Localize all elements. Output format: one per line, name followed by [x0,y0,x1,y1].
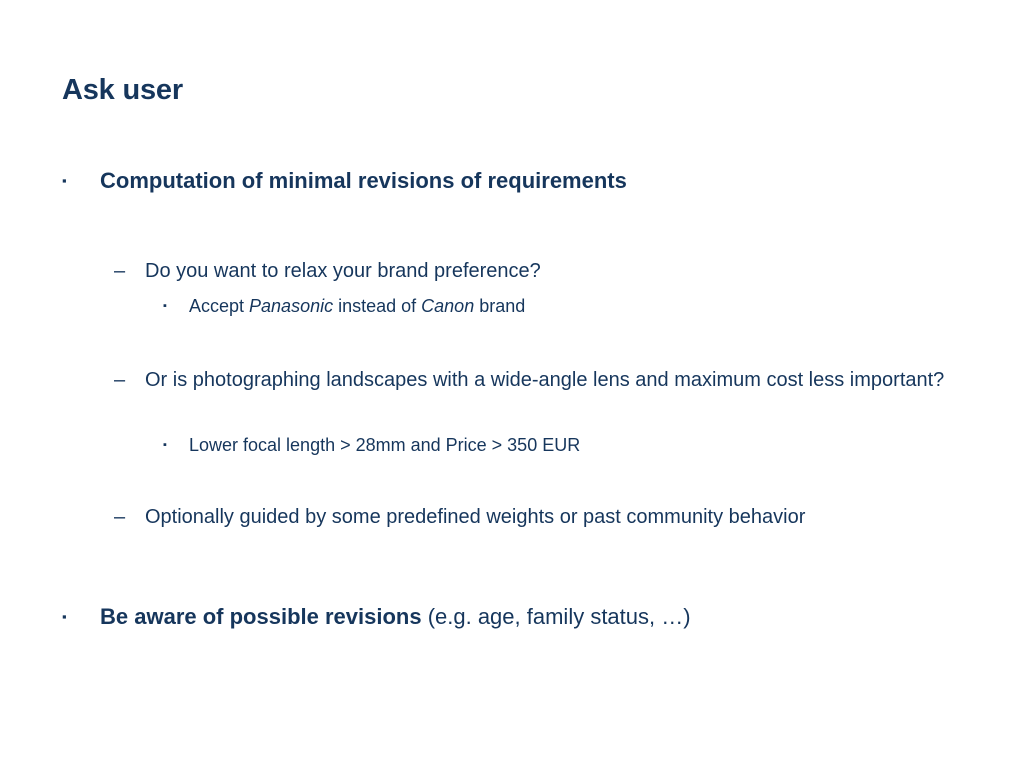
sub-point-landscapes-text: Or is photographing landscapes with a wide-angle lens and maximum cost less important? [145,369,945,391]
bullet-point-be-aware-text [100,602,691,632]
dash-bullet-icon: – [114,506,126,528]
dash-bullet-icon: – [114,260,126,282]
sub-point-brand-preference [114,256,974,286]
sub-point-optionally-guided-text: Optionally guided by some predefined weights or past community behavior [145,506,806,528]
slide-title: Ask user [62,74,183,106]
square-bullet-icon: ▪ [62,609,67,624]
detail-accept-brand-text [189,293,525,319]
square-bullet-icon: ▪ [163,439,167,451]
be-aware-strong: Be aware of possible revisions [100,604,422,629]
dash-bullet-icon: – [114,369,126,391]
sub-point-optionally-guided [114,502,974,532]
sub-point-landscapes [114,365,974,395]
sub-point-brand-preference-text: Do you want to relax your brand preference? [145,260,541,282]
square-bullet-icon: ▪ [163,300,167,312]
detail-accept-suffix: brand [474,296,526,316]
detail-focal-length-price-text: Lower focal length > 28mm and Price > 350 EUR [189,435,581,455]
brand-panasonic: Panasonic [249,296,334,316]
bullet-point-computation-text: Computation of minimal revisions of requirements [100,168,627,193]
detail-accept-middle: instead of [333,296,422,316]
be-aware-examples: (e.g. age, family status, …) [421,604,691,629]
detail-accept-prefix: Accept [189,296,250,316]
square-bullet-icon: ▪ [62,173,67,188]
brand-canon: Canon [421,296,475,316]
